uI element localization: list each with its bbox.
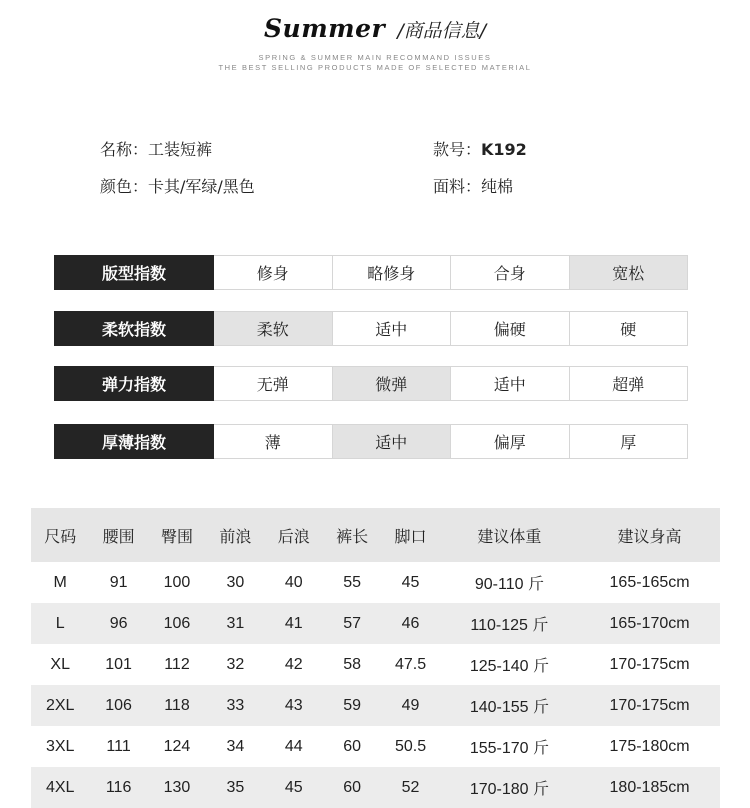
product-name-label: 名称：: [100, 140, 149, 159]
table-cell: 106: [89, 685, 147, 726]
table-cell: M: [53, 573, 67, 591]
table-row: [31, 726, 720, 767]
index-row: [54, 311, 688, 346]
index-row: [54, 255, 688, 290]
index-option: 偏厚: [451, 424, 570, 459]
column-header: 建议体重: [440, 508, 579, 562]
table-cell: 60: [323, 767, 381, 808]
index-label: 厚薄指数: [54, 424, 214, 459]
index-label: 版型指数: [54, 255, 214, 290]
table-cell: 42: [284, 655, 303, 673]
product-fabric-value: 纯棉: [481, 177, 514, 196]
index-label: 柔软指数: [54, 311, 214, 346]
table-cell: 175-180cm: [609, 737, 690, 755]
table-cell: 44: [284, 737, 303, 755]
page-header: [0, 14, 750, 73]
index-option-selected: 适中: [333, 424, 452, 459]
table-cell: 41: [265, 603, 323, 644]
table-cell: 45: [401, 573, 420, 591]
table-cell: 2XL: [31, 685, 89, 726]
table-cell: 125-140 斤: [469, 658, 549, 675]
table-cell: 170-175cm: [579, 685, 720, 726]
table-row: [31, 603, 720, 644]
product-color: [100, 174, 255, 197]
index-option-selected: 微弹: [333, 366, 452, 401]
table-cell: 52: [381, 767, 439, 808]
table-cell: 118: [148, 685, 206, 726]
table-cell: 106: [148, 603, 206, 644]
column-header: 裤长: [323, 508, 381, 562]
table-row: [31, 644, 720, 685]
table-cell: 46: [381, 603, 439, 644]
index-option: 略修身: [333, 255, 452, 290]
size-table: [31, 508, 720, 808]
title-row: [0, 14, 750, 43]
column-header: 前浪: [206, 508, 264, 562]
index-row: [54, 366, 688, 401]
table-cell: 59: [323, 685, 381, 726]
product-fabric: [433, 174, 513, 197]
column-header: 脚口: [381, 508, 439, 562]
table-cell: 33: [206, 685, 264, 726]
table-cell: 112: [164, 655, 190, 673]
table-cell: 140-155 斤: [440, 685, 579, 726]
index-option: 偏硬: [451, 311, 570, 346]
subtitle-line-2: THE BEST SELLING PRODUCTS MADE OF SELECTED MATERIAL: [218, 63, 532, 72]
table-cell: 55: [343, 573, 362, 591]
table-cell: 90-110 斤: [474, 576, 544, 593]
table-cell: 155-170 斤: [469, 740, 549, 757]
index-label: 弹力指数: [54, 366, 214, 401]
table-cell: 100: [163, 573, 191, 591]
table-cell: L: [31, 603, 89, 644]
title-chinese: /商品信息/: [397, 20, 487, 42]
size-table-body: [31, 562, 720, 808]
column-header: 尺码: [31, 508, 89, 562]
index-option: 薄: [214, 424, 333, 459]
table-cell: 3XL: [45, 737, 75, 755]
size-table-header: [31, 508, 720, 562]
table-cell: 111: [106, 737, 131, 755]
style-number-value: K192: [481, 140, 527, 159]
table-cell: 130: [148, 767, 206, 808]
table-cell: 35: [206, 767, 264, 808]
index-option-selected: 柔软: [214, 311, 333, 346]
table-cell: XL: [50, 655, 70, 673]
table-cell: 57: [323, 603, 381, 644]
table-cell: 58: [343, 655, 362, 673]
table-cell: 165-170cm: [579, 603, 720, 644]
index-option-selected: 宽松: [570, 255, 689, 290]
index-option: 厚: [570, 424, 689, 459]
product-name-value: 工装短裤: [148, 140, 213, 159]
product-fabric-label: 面料：: [433, 177, 482, 196]
table-cell: 45: [265, 767, 323, 808]
index-option: 无弹: [214, 366, 333, 401]
table-cell: 170-180 斤: [440, 767, 579, 808]
style-number: [433, 137, 527, 160]
product-name: [100, 137, 212, 160]
column-header: 后浪: [265, 508, 323, 562]
table-cell: 170-175cm: [609, 655, 690, 673]
table-row: [31, 562, 720, 603]
table-cell: 50.5: [394, 737, 427, 755]
index-option: 适中: [333, 311, 452, 346]
table-cell: 34: [226, 737, 245, 755]
table-cell: 60: [343, 737, 362, 755]
table-cell: 180-185cm: [579, 767, 720, 808]
table-cell: 40: [284, 573, 303, 591]
table-cell: 96: [89, 603, 147, 644]
table-row: [31, 767, 720, 808]
style-number-label: 款号：: [433, 140, 482, 159]
table-cell: 110-125 斤: [440, 603, 579, 644]
column-header: 臀围: [148, 508, 206, 562]
subtitle-line-1: SPRING & SUMMER MAIN RECOMMAND ISSUES: [258, 53, 492, 62]
table-cell: 116: [89, 767, 147, 808]
table-cell: 101: [105, 655, 132, 673]
table-cell: 47.5: [394, 655, 427, 673]
product-color-value: 卡其/军绿/黑色: [148, 177, 255, 196]
index-option: 超弹: [570, 366, 689, 401]
table-cell: 31: [206, 603, 264, 644]
table-cell: 124: [163, 737, 191, 755]
title-english: Summer: [263, 14, 386, 43]
index-option: 适中: [451, 366, 570, 401]
index-row: [54, 424, 688, 459]
column-header: 腰围: [89, 508, 147, 562]
table-cell: 165-165cm: [609, 573, 690, 591]
product-color-label: 颜色：: [100, 177, 149, 196]
index-option: 合身: [451, 255, 570, 290]
table-row: [31, 685, 720, 726]
table-cell: 91: [109, 573, 128, 591]
table-cell: 32: [226, 655, 245, 673]
column-header: 建议身高: [579, 508, 720, 562]
index-option: 修身: [214, 255, 333, 290]
table-cell: 30: [226, 573, 245, 591]
index-rows: [54, 255, 688, 480]
table-cell: 49: [381, 685, 439, 726]
table-cell: 4XL: [31, 767, 89, 808]
index-option: 硬: [570, 311, 689, 346]
table-cell: 43: [265, 685, 323, 726]
